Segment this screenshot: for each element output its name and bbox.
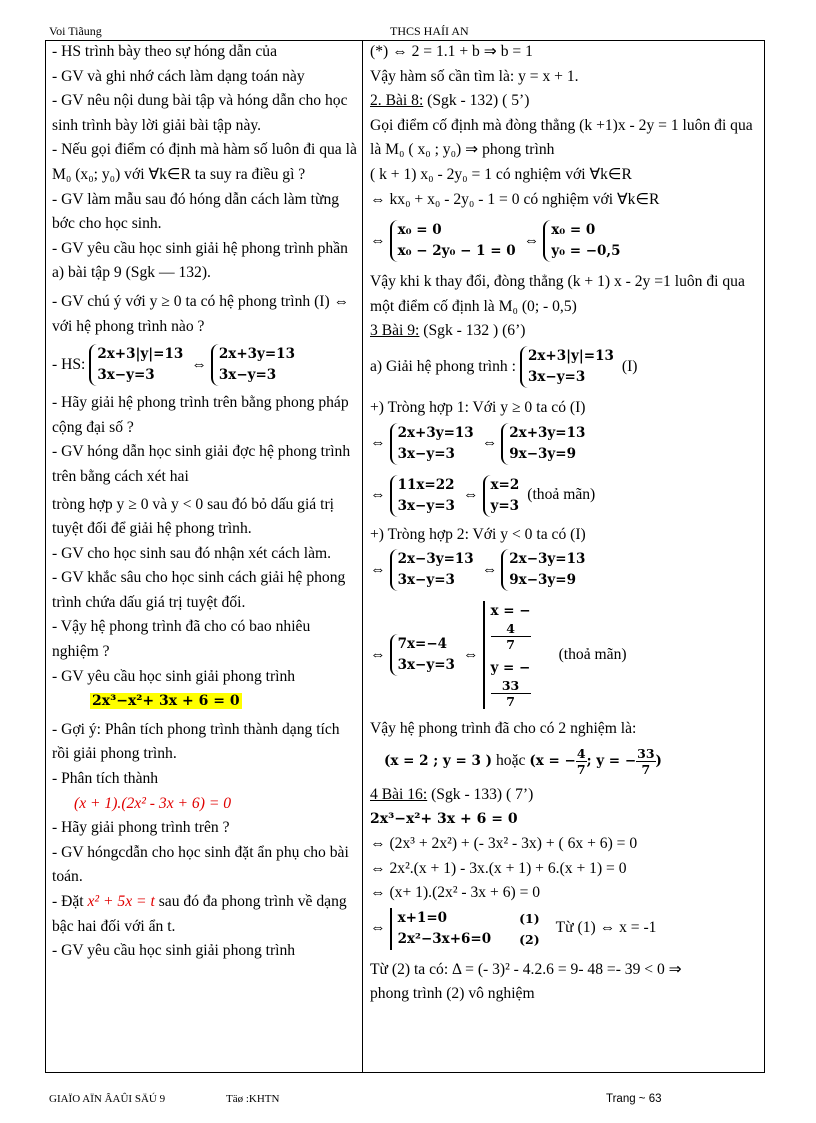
math-system [390, 549, 478, 591]
math-row: 9x−3y=9 [509, 445, 576, 462]
left-line: tròng hợp y ≥ 0 và y < 0 sau đó bỏ dấu giá trị tuyệt đối để giải hệ phong trình. [52, 495, 334, 538]
left-line: - GV hóng dẫn học sinh giải đợc hệ phong trình trên bằng cách xét hai [52, 443, 351, 485]
left-line: - HS: [52, 355, 86, 373]
left-line: - HS trình bày theo sự hóng dẫn của [52, 43, 277, 60]
footer-middle: Täø :KHTN [226, 1093, 280, 1105]
math-row: y = − 33 7 [490, 660, 531, 710]
status-note: (thoả mãn) [527, 486, 596, 504]
math-line: ⇔ x₀ = 0 x₀ − 2y₀ − 1 = 0 ⇔ x₀ = 0 y₀ = −0,5 [370, 218, 762, 264]
right-line: ⇔ (2x³ + 2x²) + (- 3x² - 3x) + ( 6x + 6) = 0 [370, 834, 638, 852]
left-line: - Gợi ý: Phân tích phong trình thành dạng tích rồi giải phong trình. [52, 720, 340, 763]
math-row: 3x−y=3 [397, 572, 455, 589]
math-system [520, 346, 618, 388]
math-system [390, 423, 478, 465]
math-system [501, 549, 589, 591]
fraction: 4 7 [491, 621, 531, 652]
page-header [49, 22, 767, 38]
math-system [89, 344, 187, 386]
left-line: - Nếu gọi điểm có định mà hàm số luôn đi qua là M₀ (x₀; y₀) với ∀k∈R ta suy ra điều gì ? [52, 141, 357, 183]
math-line [370, 344, 762, 390]
math-line: ⇔ x+1=0 2x²−3x+6=0 (1) (2) Từ (1) ⇔ x = -1 [370, 906, 762, 952]
math-row: 3x−y=3 [527, 368, 586, 385]
content-column [370, 40, 762, 1007]
math-system [483, 601, 535, 709]
math-row: 3x−y=3 [397, 445, 455, 462]
math-row: x₀ = 0 [551, 222, 596, 239]
substitution-line [52, 890, 358, 939]
status-note: (thoả mãn) [558, 645, 627, 663]
footer-left: GIAÏO AÏN ÂAÛI SÄÚ 9 [49, 1093, 166, 1105]
header-left: Voi Tiãung [49, 24, 102, 38]
left-line: - Đặt [52, 893, 84, 910]
header-center: THCS HAÍI AN [390, 24, 469, 38]
right-line: Gọi điểm cố định mà đòng thẳng (k +1)x - 2y = 1 luôn đi qua là M₀ ( x₀ ; y₀) ⇒ phong trình [370, 116, 753, 159]
math-row: x = − 4 7 [490, 603, 531, 653]
exercise-title: 2. Bài 8: [370, 92, 424, 110]
math-row: x₀ − 2y₀ − 1 = 0 [397, 243, 516, 260]
solution-2: (x = − $\frac{4}{7}$ ; y = − $\frac{33}{7}$ ) [529, 745, 662, 777]
left-line: sau đó đa phong trình về dạng bậc hai đối với ẩn t. [52, 893, 347, 935]
math-row: x₀ = 0 [397, 222, 442, 239]
right-line: a) Giải hệ phong trình : [370, 357, 516, 375]
exercise-title: 3 Bài 9: [370, 322, 420, 340]
left-line: - GV cho học sinh sau đó nhận xét cách làm. [52, 544, 332, 562]
right-line: +) Tròng hợp 1: Với y ≥ 0 ta có (I) [370, 398, 586, 416]
math-system [501, 423, 589, 465]
math-row: 3x−y=3 [218, 367, 277, 384]
right-line: ⇔ 2x².(x + 1) - 3x.(x + 1) + 6.(x + 1) = 0 [370, 859, 627, 877]
math-system [543, 220, 624, 262]
system-label: (I) [621, 357, 638, 375]
math-line: ⇔ 2x+3y=13 3x−y=3 ⇔ 2x+3y=13 9x−3y=9 [370, 421, 762, 467]
math-row: 2x−3y=13 [509, 551, 586, 568]
math-row: x+1=0 [397, 909, 448, 926]
math-line: ⇔ 2x−3y=13 3x−y=3 ⇔ 2x−3y=13 9x−3y=9 [370, 547, 762, 593]
highlighted-equation: 2x³−x²+ 3x + 6 = 0 [92, 693, 240, 710]
solution-line [384, 746, 762, 777]
math-row: 3x−y=3 [397, 497, 455, 514]
left-line: - Hãy giải phong trình trên ? [52, 819, 230, 837]
left-line: - GV làm mẫu sau đó hóng dẫn cách làm từng bớc cho học sinh. [52, 190, 340, 233]
substitution-expression: x² + 5x = t [87, 893, 155, 910]
left-line: - GV yêu cầu học sinh giải phong trình [52, 942, 296, 960]
left-line: - GV chú ý với y ≥ 0 ta có hệ phong trình (I) ⇔ với hệ phong trình nào ? [52, 292, 350, 335]
exercise-heading [370, 783, 762, 808]
right-line: Vậy hàm số cần tìm là: y = x + 1. [370, 67, 579, 85]
math-system [211, 344, 299, 386]
right-line: (*) ⇔ 2 = 1.1 + b ⇒ b = 1 [370, 43, 533, 60]
left-line: - Phân tích thành [52, 770, 159, 788]
left-line: - Vậy hệ phong trình đã cho có bao nhiêu nghiệm ? [52, 618, 311, 661]
math-system [390, 908, 496, 950]
page-number: Trang ~ 63 [606, 1093, 662, 1105]
right-line: +) Tròng hợp 2: Với y < 0 ta có (I) [370, 525, 586, 543]
left-line: - Hãy giải hệ phong trình trên bằng phong pháp cộng đại số ? [52, 394, 349, 436]
math-row: 3x−y=3 [97, 367, 155, 384]
solution-1: (x = 2 ; y = 3 ) [384, 752, 492, 769]
math-row: 2x+3y=13 [397, 424, 474, 441]
highlighted-equation-line [52, 689, 358, 714]
equation-labels: (1) (2) [519, 910, 540, 947]
math-row: y=3 [490, 497, 520, 514]
math-system [390, 475, 459, 517]
connector: hoặc [495, 751, 526, 769]
math-row: 2x−3y=13 [397, 551, 474, 568]
math-row: 2x+3y=13 [509, 424, 586, 441]
right-line: ⇔ (x+ 1).(2x² - 3x + 6) = 0 [370, 884, 541, 902]
right-line: phong trình (2) vô nghiệm [370, 985, 535, 1003]
exercise-ref: (Sgk - 132) ( 5’) [423, 92, 530, 110]
exercise-heading [370, 89, 762, 114]
math-row: 11x=22 [397, 476, 455, 493]
left-line: - GV và ghi nhớ cách làm dạng toán này [52, 67, 305, 85]
right-line: ⇔ kx₀ + x₀ - 2y₀ - 1 = 0 có nghiệm với ∀k∈R [370, 190, 660, 208]
right-line: Từ (1) ⇔ x = -1 [555, 919, 657, 937]
left-line: - GV yêu cầu học sinh giải hệ phong trình phần a) bài tập 9 (Sgk — 132). [52, 239, 348, 282]
math-row: 3x−y=3 [397, 657, 455, 674]
exercise-ref: (Sgk - 133) ( 7’) [427, 785, 534, 803]
math-row: y₀ = −0,5 [551, 243, 621, 260]
exercise-title: 4 Bài 16: [370, 785, 428, 803]
math-system [390, 220, 520, 262]
right-line: ( k + 1) x₀ - 2y₀ = 1 có nghiệm với ∀k∈R [370, 165, 632, 183]
teacher-activity-column [52, 40, 358, 964]
right-line: Vậy khi k thay đổi, đòng thẳng (k + 1) x - 2y =1 luôn đi qua một điểm cố định là M₀ (0; - 0,5) [370, 273, 745, 315]
exercise-heading [370, 319, 762, 344]
math-system [483, 475, 524, 517]
equation: 2x³−x²+ 3x + 6 = 0 [370, 811, 518, 828]
math-row: 9x−3y=9 [509, 572, 576, 589]
left-line: - GV khắc sâu cho học sinh cách giải hệ phong trình chứa dấu giá trị tuyệt đối. [52, 569, 346, 611]
fraction: 33 7 [491, 678, 531, 709]
left-line: - GV hóngcdẫn cho học sinh đặt ẩn phụ cho bài toán. [52, 843, 349, 886]
math-row: 7x=−4 [397, 636, 448, 653]
right-line: Từ (2) ta có: Δ = (- 3)² - 4.2.6 = 9- 48 =- 39 < 0 ⇒ [370, 960, 682, 978]
right-line: Vậy hệ phong trình đã cho có 2 nghiệm là: [370, 720, 637, 738]
math-line: ⇔ 7x=−4 3x−y=3 ⇔ x = − 4 7 y = − 33 7 (thoả mãn) [370, 603, 627, 710]
left-line: - GV yêu cầu học sinh giải phong trình [52, 667, 296, 685]
math-row: 2x+3y=13 [218, 346, 295, 363]
math-row: 2x+3|y|=13 [527, 347, 614, 364]
exercise-ref: (Sgk - 132 ) (6’) [419, 322, 526, 340]
factored-expression: (x + 1).(2x² - 3x + 6) = 0 [74, 794, 232, 812]
column-divider [362, 41, 363, 1072]
math-system [390, 634, 459, 676]
math-row: 2x+3|y|=13 [97, 346, 184, 363]
left-line: - GV nêu nội dung bài tập và hóng dẫn cho học sinh trình bày lời giải bài tập này. [52, 92, 348, 134]
math-row: 2x²−3x+6=0 [397, 930, 492, 947]
hs-system-line: - HS: 2x+3|y|=13 3x−y=3 ⇔ 2x+3y=13 3x−y=3 [52, 342, 358, 388]
math-line: ⇔ 11x=22 3x−y=3 ⇔ x=2 y=3 (thoả mãn) [370, 473, 762, 519]
math-row: x=2 [490, 476, 520, 493]
